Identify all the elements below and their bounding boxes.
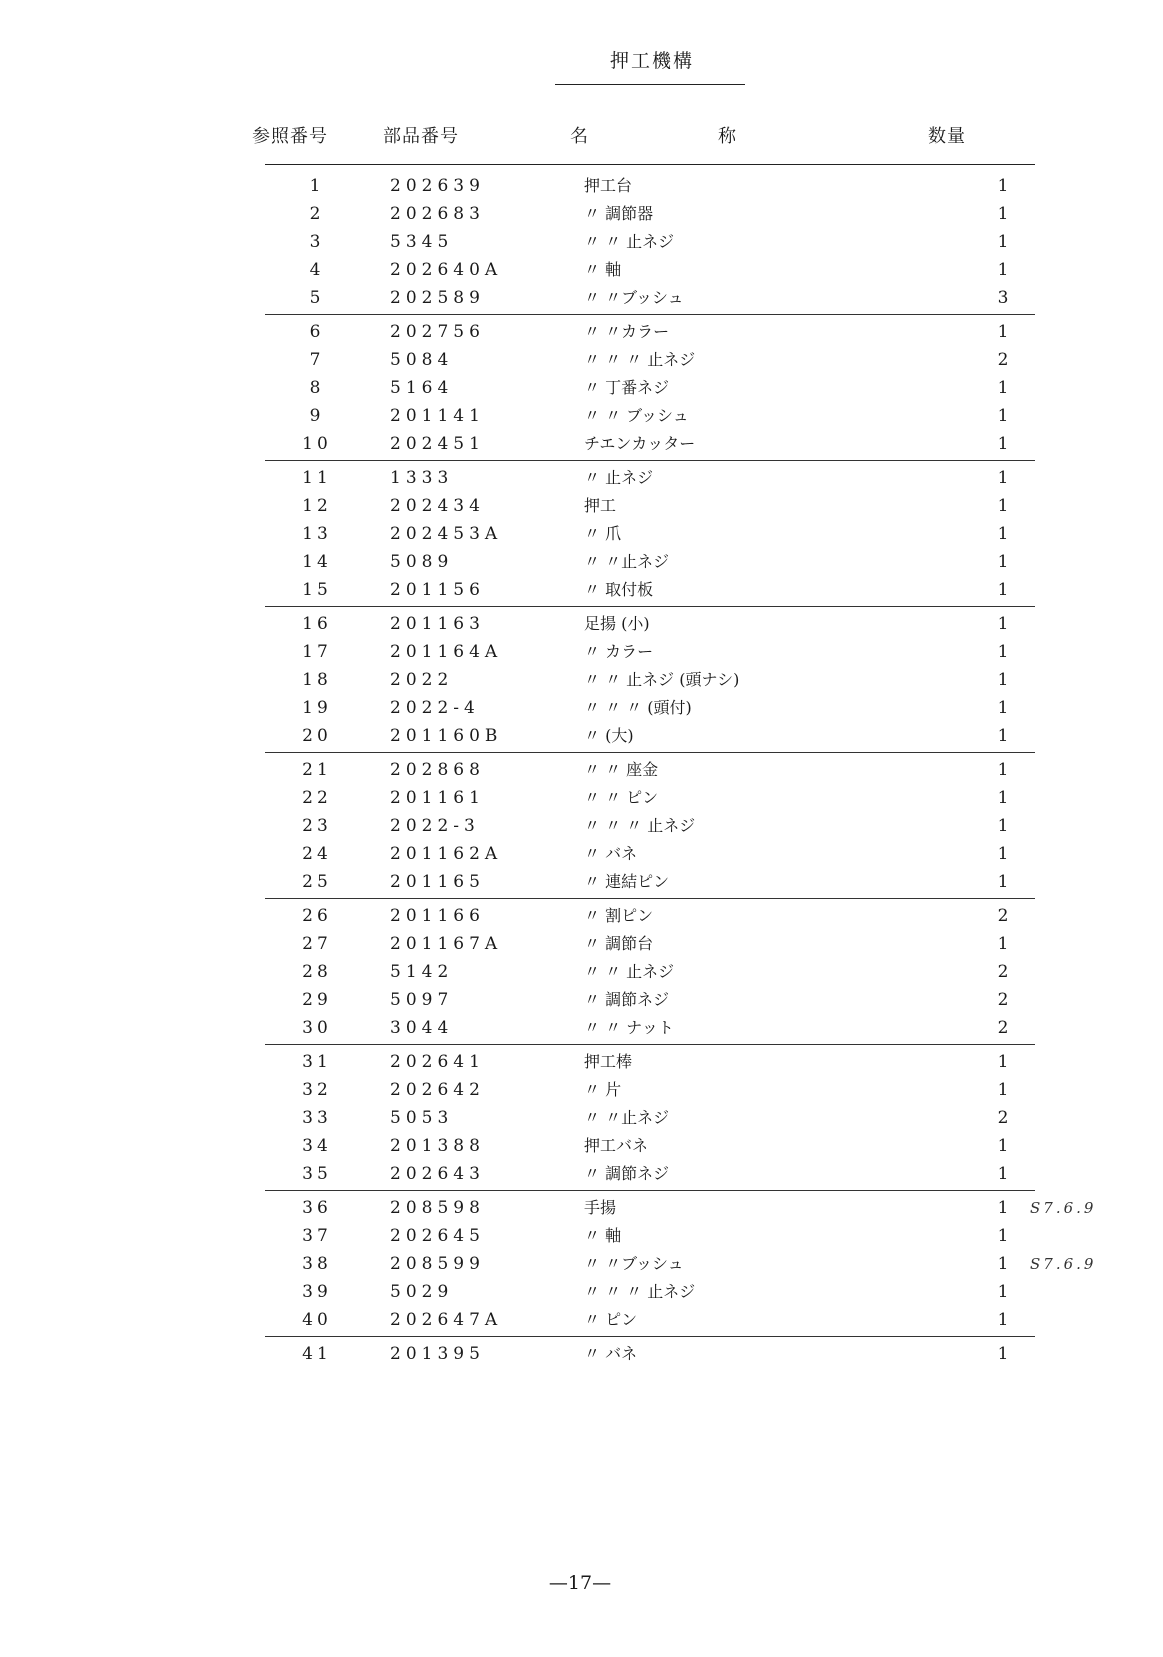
cell-name: 〃 〃 ナット <box>584 1018 674 1037</box>
cell-name: 押工台 <box>584 176 633 195</box>
cell-name: 〃 調節器 <box>584 204 654 223</box>
cell-name: 〃 軸 <box>584 1226 622 1245</box>
cell-part: 202434 <box>390 496 485 516</box>
cell-part: 202868 <box>390 760 485 780</box>
cell-part: 3044 <box>390 1018 454 1038</box>
group-separator <box>265 1044 1035 1045</box>
table-row <box>0 346 1163 374</box>
cell-part: 5084 <box>390 350 454 370</box>
group-separator <box>265 606 1035 607</box>
cell-ref: 11 <box>302 468 332 488</box>
table-row <box>0 986 1163 1014</box>
table-row <box>0 1076 1163 1104</box>
cell-qty: 1 <box>997 844 1009 864</box>
group-separator <box>265 314 1035 315</box>
cell-qty: 1 <box>997 1052 1009 1072</box>
table-row <box>0 1048 1163 1076</box>
cell-qty: 1 <box>997 468 1009 488</box>
cell-qty: 1 <box>997 726 1009 746</box>
cell-part: 201395 <box>390 1344 485 1364</box>
cell-part: 202451 <box>390 434 485 454</box>
cell-part: 202643 <box>390 1164 485 1184</box>
table-row <box>0 1194 1163 1222</box>
cell-ref: 41 <box>302 1344 332 1364</box>
cell-name: 足揚 (小) <box>584 614 650 633</box>
table-row <box>0 1222 1163 1250</box>
cell-part: 201141 <box>390 406 485 426</box>
cell-qty: 1 <box>997 1310 1009 1330</box>
table-row <box>0 548 1163 576</box>
table-row <box>0 638 1163 666</box>
cell-qty: 1 <box>997 378 1009 398</box>
cell-qty: 1 <box>997 872 1009 892</box>
table-row <box>0 374 1163 402</box>
table-row <box>0 1278 1163 1306</box>
cell-qty: 2 <box>997 1018 1009 1038</box>
cell-part: 5164 <box>390 378 454 398</box>
table-row <box>0 492 1163 520</box>
cell-name: 〃 (大) <box>584 726 634 745</box>
table-row <box>0 228 1163 256</box>
cell-qty: 1 <box>997 614 1009 634</box>
cell-part: 201167A <box>390 934 503 954</box>
cell-ref: 23 <box>302 816 332 836</box>
cell-name: 〃 カラー <box>584 642 654 661</box>
cell-qty: 1 <box>997 698 1009 718</box>
cell-name: 〃 〃止ネジ <box>584 552 670 571</box>
cell-qty: 1 <box>997 1080 1009 1100</box>
cell-part: 201156 <box>390 580 485 600</box>
table-row <box>0 284 1163 312</box>
cell-part: 5089 <box>390 552 454 572</box>
table-row <box>0 1160 1163 1188</box>
cell-part: 5142 <box>390 962 454 982</box>
cell-ref: 26 <box>302 906 332 926</box>
cell-ref: 5 <box>309 288 325 308</box>
cell-ref: 1 <box>309 176 325 196</box>
cell-name: 〃 片 <box>584 1080 622 1099</box>
cell-part: 202642 <box>390 1080 485 1100</box>
cell-name: 〃 〃 〃 止ネジ <box>584 350 696 369</box>
cell-qty: 1 <box>997 1136 1009 1156</box>
cell-name: 〃 軸 <box>584 260 622 279</box>
table-row <box>0 318 1163 346</box>
cell-name: 〃 調節ネジ <box>584 1164 670 1183</box>
cell-part: 5097 <box>390 990 454 1010</box>
page-number: —17— <box>548 1572 612 1594</box>
cell-part: 201166 <box>390 906 485 926</box>
cell-part: 202453A <box>390 524 503 544</box>
cell-name: 〃 割ピン <box>584 906 654 925</box>
cell-ref: 29 <box>302 990 332 1010</box>
cell-ref: 21 <box>302 760 332 780</box>
cell-ref: 9 <box>309 406 325 426</box>
cell-ref: 10 <box>302 434 332 454</box>
cell-name: チエンカッター <box>584 434 696 453</box>
cell-ref: 15 <box>302 580 332 600</box>
cell-name: 〃 〃 ブッシュ <box>584 406 689 425</box>
group-separator <box>265 460 1035 461</box>
cell-part: 208598 <box>390 1198 485 1218</box>
cell-ref: 27 <box>302 934 332 954</box>
cell-qty: 1 <box>997 580 1009 600</box>
cell-name: 〃 取付板 <box>584 580 654 599</box>
cell-qty: 1 <box>997 434 1009 454</box>
cell-qty: 1 <box>997 552 1009 572</box>
cell-part: 202645 <box>390 1226 485 1246</box>
cell-ref: 20 <box>302 726 332 746</box>
cell-qty: 1 <box>997 524 1009 544</box>
cell-name: 〃 爪 <box>584 524 622 543</box>
header-quantity: 数量 <box>928 126 966 147</box>
page-title: 押工機構 <box>609 50 694 72</box>
cell-name: 〃 調節ネジ <box>584 990 670 1009</box>
cell-part: 1333 <box>390 468 454 488</box>
group-separator <box>265 1336 1035 1337</box>
table-row <box>0 868 1163 896</box>
cell-ref: 13 <box>302 524 332 544</box>
cell-part: 202589 <box>390 288 485 308</box>
cell-qty: 2 <box>997 906 1009 926</box>
cell-handwritten-note: S7.6.9 <box>1030 1255 1097 1273</box>
cell-part: 202639 <box>390 176 485 196</box>
cell-name: 〃 連結ピン <box>584 872 670 891</box>
cell-part: 2022 <box>390 670 454 690</box>
header-part-number: 部品番号 <box>383 126 459 147</box>
table-row <box>0 256 1163 284</box>
cell-name: 〃 〃 〃 止ネジ <box>584 816 696 835</box>
table-row <box>0 756 1163 784</box>
cell-ref: 30 <box>302 1018 332 1038</box>
cell-qty: 1 <box>997 670 1009 690</box>
cell-qty: 1 <box>997 260 1009 280</box>
table-row <box>0 812 1163 840</box>
cell-name: 押工バネ <box>584 1136 649 1155</box>
table-row <box>0 1132 1163 1160</box>
cell-qty: 1 <box>997 1344 1009 1364</box>
cell-name: 〃 止ネジ <box>584 468 654 487</box>
cell-ref: 38 <box>302 1254 332 1274</box>
cell-ref: 17 <box>302 642 332 662</box>
cell-name: 〃 〃ブッシュ <box>584 288 684 307</box>
cell-name: 〃 〃 〃 止ネジ <box>584 1282 696 1301</box>
cell-name: 〃 バネ <box>584 844 638 863</box>
cell-ref: 39 <box>302 1282 332 1302</box>
table-row <box>0 172 1163 200</box>
cell-qty: 1 <box>997 204 1009 224</box>
cell-qty: 3 <box>997 288 1009 308</box>
table-row <box>0 958 1163 986</box>
cell-ref: 8 <box>309 378 325 398</box>
table-row <box>0 666 1163 694</box>
cell-part: 202641 <box>390 1052 485 1072</box>
cell-ref: 31 <box>302 1052 332 1072</box>
cell-name: 〃 丁番ネジ <box>584 378 670 397</box>
table-row <box>0 610 1163 638</box>
cell-ref: 12 <box>302 496 332 516</box>
cell-name: 〃 〃 座金 <box>584 760 659 779</box>
cell-ref: 25 <box>302 872 332 892</box>
table-row <box>0 930 1163 958</box>
cell-name: 〃 〃 〃 (頭付) <box>584 698 692 717</box>
cell-ref: 18 <box>302 670 332 690</box>
cell-qty: 1 <box>997 232 1009 252</box>
table-row <box>0 402 1163 430</box>
cell-name: 〃 〃ブッシュ <box>584 1254 684 1273</box>
cell-qty: 1 <box>997 1198 1009 1218</box>
cell-qty: 2 <box>997 990 1009 1010</box>
table-row <box>0 902 1163 930</box>
cell-part: 201163 <box>390 614 485 634</box>
header-ref-number: 参照番号 <box>252 126 328 147</box>
cell-ref: 40 <box>302 1310 332 1330</box>
cell-part: 208599 <box>390 1254 485 1274</box>
cell-part: 2022-4 <box>390 698 480 718</box>
cell-part: 5345 <box>390 232 454 252</box>
cell-ref: 7 <box>309 350 325 370</box>
cell-ref: 2 <box>309 204 325 224</box>
header-name-left: 名 <box>570 126 589 147</box>
header-name-right: 称 <box>718 126 737 147</box>
cell-qty: 1 <box>997 816 1009 836</box>
cell-part: 201160B <box>390 726 503 746</box>
cell-ref: 14 <box>302 552 332 572</box>
cell-part: 5029 <box>390 1282 454 1302</box>
table-row <box>0 1250 1163 1278</box>
cell-qty: 1 <box>997 176 1009 196</box>
cell-part: 201164A <box>390 642 503 662</box>
cell-ref: 16 <box>302 614 332 634</box>
cell-qty: 1 <box>997 1164 1009 1184</box>
cell-name: 手揚 <box>584 1198 617 1217</box>
cell-ref: 33 <box>302 1108 332 1128</box>
cell-part: 202647A <box>390 1310 503 1330</box>
table-row <box>0 464 1163 492</box>
cell-ref: 35 <box>302 1164 332 1184</box>
cell-name: 押工棒 <box>584 1052 633 1071</box>
cell-ref: 37 <box>302 1226 332 1246</box>
cell-name: 〃 〃 止ネジ <box>584 232 675 251</box>
cell-name: 〃 バネ <box>584 1344 638 1363</box>
table-row <box>0 200 1163 228</box>
cell-qty: 1 <box>997 642 1009 662</box>
cell-ref: 22 <box>302 788 332 808</box>
cell-ref: 4 <box>309 260 325 280</box>
cell-part: 201162A <box>390 844 503 864</box>
table-row <box>0 694 1163 722</box>
cell-name: 〃 調節台 <box>584 934 654 953</box>
table-row <box>0 1104 1163 1132</box>
cell-qty: 1 <box>997 934 1009 954</box>
group-separator <box>265 1190 1035 1191</box>
cell-qty: 1 <box>997 760 1009 780</box>
table-row <box>0 520 1163 548</box>
cell-part: 5053 <box>390 1108 454 1128</box>
cell-qty: 1 <box>997 1254 1009 1274</box>
cell-qty: 1 <box>997 1282 1009 1302</box>
table-row <box>0 1014 1163 1042</box>
table-row <box>0 430 1163 458</box>
cell-name: 押工 <box>584 496 617 515</box>
group-separator <box>265 752 1035 753</box>
cell-qty: 1 <box>997 406 1009 426</box>
cell-ref: 6 <box>309 322 325 342</box>
table-row <box>0 784 1163 812</box>
cell-part: 202640A <box>390 260 503 280</box>
cell-ref: 32 <box>302 1080 332 1100</box>
cell-ref: 28 <box>302 962 332 982</box>
cell-handwritten-note: S7.6.9 <box>1030 1199 1097 1217</box>
cell-qty: 1 <box>997 1226 1009 1246</box>
table-row <box>0 1340 1163 1368</box>
cell-qty: 2 <box>997 1108 1009 1128</box>
cell-qty: 2 <box>997 350 1009 370</box>
cell-part: 202756 <box>390 322 485 342</box>
cell-ref: 34 <box>302 1136 332 1156</box>
cell-name: 〃 ピン <box>584 1310 638 1329</box>
table-row <box>0 1306 1163 1334</box>
cell-part: 2022-3 <box>390 816 480 836</box>
cell-ref: 3 <box>309 232 325 252</box>
cell-qty: 1 <box>997 496 1009 516</box>
cell-qty: 1 <box>997 322 1009 342</box>
cell-ref: 19 <box>302 698 332 718</box>
cell-part: 201388 <box>390 1136 485 1156</box>
table-row <box>0 722 1163 750</box>
cell-name: 〃 〃 止ネジ (頭ナシ) <box>584 670 740 689</box>
cell-part: 201161 <box>390 788 485 808</box>
cell-qty: 1 <box>997 788 1009 808</box>
cell-ref: 24 <box>302 844 332 864</box>
cell-qty: 2 <box>997 962 1009 982</box>
cell-name: 〃 〃止ネジ <box>584 1108 670 1127</box>
cell-name: 〃 〃カラー <box>584 322 670 341</box>
group-separator <box>265 898 1035 899</box>
table-row <box>0 576 1163 604</box>
cell-part: 201165 <box>390 872 485 892</box>
cell-part: 202683 <box>390 204 485 224</box>
cell-name: 〃 〃 止ネジ <box>584 962 675 981</box>
cell-ref: 36 <box>302 1198 332 1218</box>
cell-name: 〃 〃 ピン <box>584 788 659 807</box>
table-row <box>0 840 1163 868</box>
